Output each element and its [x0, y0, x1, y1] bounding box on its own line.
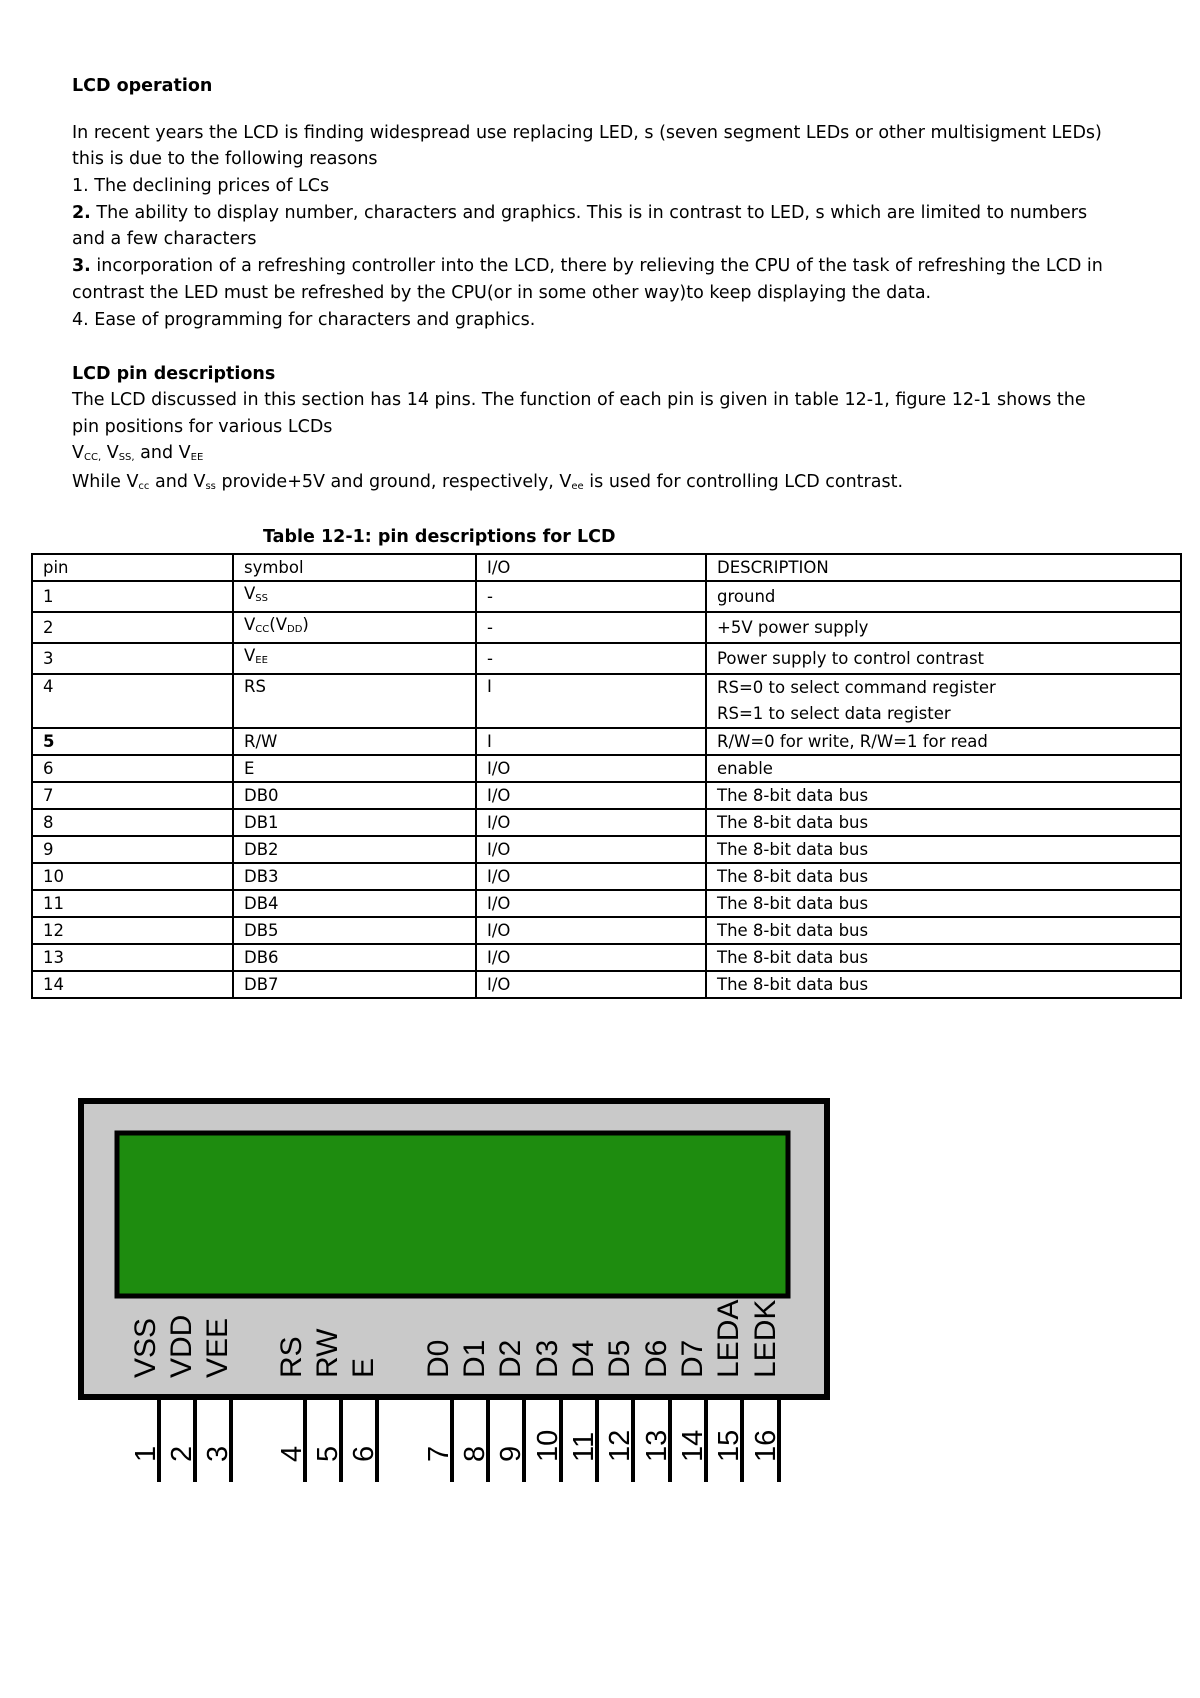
io-cell: I: [476, 728, 706, 755]
reason-number: 2.: [72, 203, 91, 223]
lcd-pin-number: 3: [202, 1445, 234, 1462]
header-pin: pin: [32, 554, 233, 581]
reason-text: The ability to display number, characters and graphics. This is in contrast to LED, s which are limited to numbers: [96, 203, 1088, 223]
header-io: I/O: [476, 554, 706, 581]
reason-number: 1.: [72, 176, 89, 196]
pin-cell: 14: [32, 971, 233, 998]
lcd-pin-label: D4: [567, 1339, 600, 1378]
description-cell: The 8-bit data bus: [706, 944, 1181, 971]
symbol-cell: DB4: [233, 890, 476, 917]
description-cell: The 8-bit data bus: [706, 917, 1181, 944]
lcd-pin-label: LEDK: [749, 1299, 782, 1378]
lcd-pin-number: 7: [423, 1445, 455, 1462]
supply-description-line: While $V_{cc}$ and $V_{ss}$ provide+5V and ground, respectively, $V_{ee}$ is used for controlling LCD contrast.: [72, 472, 904, 492]
lcd-pin-number: 2: [166, 1445, 198, 1462]
io-cell: I: [476, 674, 706, 728]
pins-paragraph-line-2: pin positions for various LCDs: [72, 417, 333, 437]
lcd-pin-label: E: [347, 1357, 380, 1378]
io-cell: I/O: [476, 836, 706, 863]
table-caption: Table 12-1: pin descriptions for LCD: [263, 527, 616, 547]
io-cell: I/O: [476, 890, 706, 917]
symbol-cell: $V_{EE}$: [233, 643, 476, 674]
pin-cell: 4: [32, 674, 233, 728]
intro-line-2: this is due to the following reasons: [72, 149, 378, 169]
reason-number: 3.: [72, 256, 91, 276]
lcd-pin-label: RW: [311, 1328, 344, 1378]
symbol-cell: DB5: [233, 917, 476, 944]
reason-text: incorporation of a refreshing controller into the LCD, there by relieving the CPU of the task of refreshing the LCD in: [96, 256, 1103, 276]
io-cell: -: [476, 612, 706, 643]
reason-2-continued: and a few characters: [72, 229, 257, 249]
lcd-pin-label: VSS: [129, 1317, 162, 1378]
header-description: DESCRIPTION: [706, 554, 1181, 581]
lcd-pin-number: 13: [641, 1429, 673, 1462]
lcd-pin-number: 9: [495, 1445, 527, 1462]
lcd-pin-label: LEDA: [712, 1299, 745, 1378]
io-cell: I/O: [476, 755, 706, 782]
io-cell: I/O: [476, 944, 706, 971]
description-cell: RS=0 to select command register RS=1 to select data register: [706, 674, 1181, 728]
pin-cell: 9: [32, 836, 233, 863]
lcd-pin-label: D3: [531, 1339, 564, 1378]
symbol-cell: DB6: [233, 944, 476, 971]
symbol-cell: DB1: [233, 809, 476, 836]
symbol-cell: $V_{SS}$: [233, 581, 476, 612]
description-cell: ground: [706, 581, 1181, 612]
intro-line-1: In recent years the LCD is finding widespread use replacing LED, s (seven segment LEDs or other multisigment LEDs): [72, 123, 1102, 143]
description-cell: The 8-bit data bus: [706, 890, 1181, 917]
header-symbol: symbol: [233, 554, 476, 581]
pin-cell: 13: [32, 944, 233, 971]
description-cell: R/W=0 for write, R/W=1 for read: [706, 728, 1181, 755]
lcd-pin-number: 4: [276, 1445, 308, 1462]
pin-cell: 5: [32, 728, 233, 755]
description-cell: The 8-bit data bus: [706, 836, 1181, 863]
lcd-pin-label: D6: [640, 1339, 673, 1378]
lcd-screen: [117, 1133, 788, 1296]
io-cell: I/O: [476, 863, 706, 890]
description-cell: The 8-bit data bus: [706, 863, 1181, 890]
supply-names-line: $V_{CC,}$ $V_{SS,}$ and $V_{EE}$: [72, 443, 204, 463]
symbol-cell: DB3: [233, 863, 476, 890]
lcd-pin-label: D0: [422, 1339, 455, 1378]
reason-text: Ease of programming for characters and graphics.: [94, 310, 536, 330]
lcd-pin-label: D2: [494, 1339, 527, 1378]
symbol-cell: R/W: [233, 728, 476, 755]
symbol-cell: DB0: [233, 782, 476, 809]
io-cell: I/O: [476, 917, 706, 944]
lcd-pin-label: VEE: [201, 1317, 234, 1378]
description-cell: The 8-bit data bus: [706, 782, 1181, 809]
lcd-pin-label: VDD: [165, 1314, 198, 1378]
description-cell: The 8-bit data bus: [706, 971, 1181, 998]
heading-lcd-operation: LCD operation: [72, 76, 213, 96]
description-cell: The 8-bit data bus: [706, 809, 1181, 836]
symbol-cell: RS: [233, 674, 476, 728]
reason-3-continued: contrast the LED must be refreshed by the CPU(or in some other way)to keep displaying the data.: [72, 283, 932, 303]
pin-cell: 1: [32, 581, 233, 612]
lcd-pin-number: 10: [532, 1429, 564, 1462]
pin-cell: 3: [32, 643, 233, 674]
symbol-cell: DB7: [233, 971, 476, 998]
pin-cell: 12: [32, 917, 233, 944]
pin-cell: 6: [32, 755, 233, 782]
io-cell: I/O: [476, 971, 706, 998]
lcd-pin-number: 1: [130, 1445, 162, 1462]
symbol-cell: DB2: [233, 836, 476, 863]
description-cell: enable: [706, 755, 1181, 782]
pin-cell: 8: [32, 809, 233, 836]
pin-cell: 11: [32, 890, 233, 917]
lcd-pin-number: 16: [750, 1429, 782, 1462]
lcd-pin-number: 8: [459, 1445, 491, 1462]
lcd-pin-number: 12: [604, 1429, 636, 1462]
reason-text: The declining prices of LCs: [94, 176, 330, 196]
lcd-pin-number: 5: [312, 1445, 344, 1462]
symbol-cell: $V_{CC}(V_{DD})$: [233, 612, 476, 643]
lcd-pin-number: 15: [713, 1429, 745, 1462]
reason-number: 4.: [72, 310, 89, 330]
description-cell: Power supply to control contrast: [706, 643, 1181, 674]
lcd-pin-label: D5: [603, 1339, 636, 1378]
io-cell: I/O: [476, 809, 706, 836]
pin-cell: 7: [32, 782, 233, 809]
heading-lcd-pin-descriptions: LCD pin descriptions: [72, 364, 276, 384]
description-cell: +5V power supply: [706, 612, 1181, 643]
lcd-pin-label: D7: [676, 1339, 709, 1378]
io-cell: I/O: [476, 782, 706, 809]
lcd-pin-number: 14: [677, 1429, 709, 1462]
lcd-pin-label: D1: [458, 1339, 491, 1378]
lcd-pin-label: RS: [275, 1336, 308, 1378]
pin-cell: 10: [32, 863, 233, 890]
lcd-pin-number: 11: [568, 1431, 600, 1462]
lcd-pin-number: 6: [348, 1445, 380, 1462]
io-cell: -: [476, 581, 706, 612]
symbol-cell: E: [233, 755, 476, 782]
io-cell: -: [476, 643, 706, 674]
pins-paragraph-line-1: The LCD discussed in this section has 14 pins. The function of each pin is given in table 12-1, figure 12-1 shows the: [72, 390, 1086, 410]
pin-cell: 2: [32, 612, 233, 643]
